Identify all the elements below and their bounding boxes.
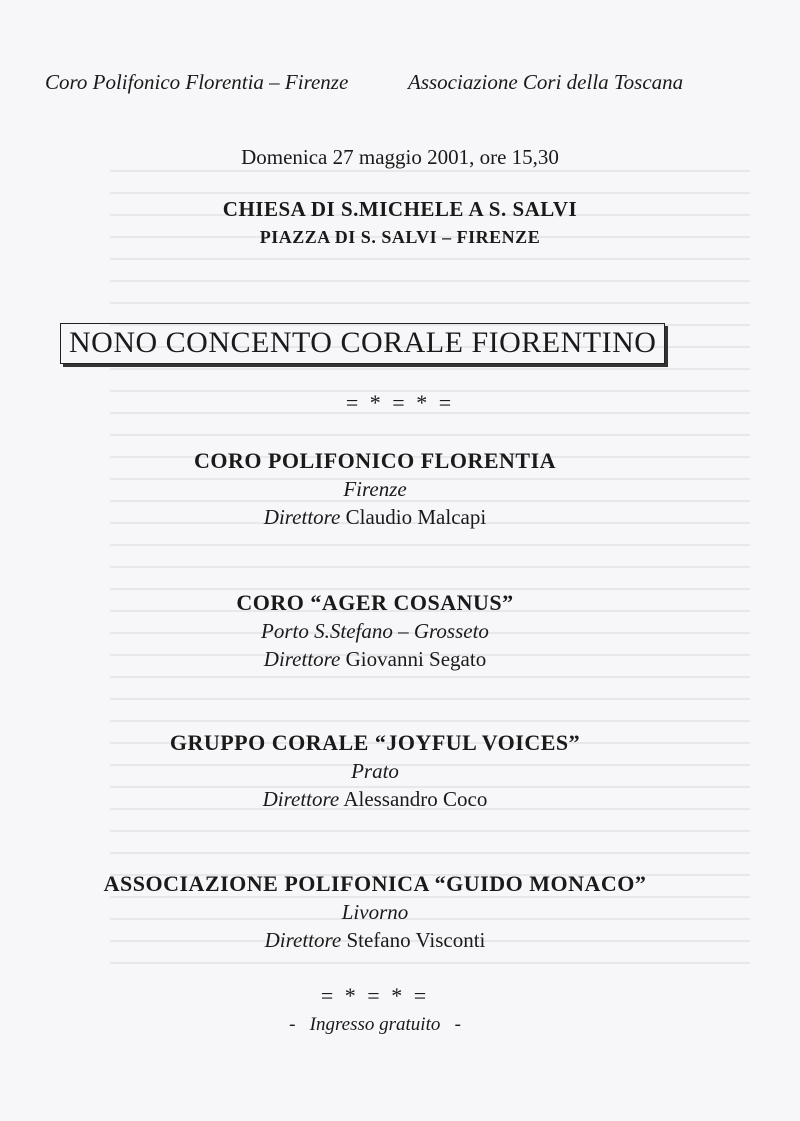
choir-city: Livorno: [341, 900, 409, 924]
director-name: Stefano Visconti: [346, 928, 486, 952]
event-place: PIAZZA DI S. SALVI – FIRENZE: [259, 227, 541, 247]
director-label: Direttore: [263, 505, 341, 529]
event-title: NONO CONCENTO CORALE FIORENTINO: [60, 323, 665, 364]
title-box: [60, 323, 665, 364]
choir-city: Firenze: [343, 477, 407, 501]
director-label: Direttore: [262, 787, 340, 811]
header-organizer-left: Coro Polifonico Florentia – Firenze: [45, 70, 349, 94]
choir-city: Porto S.Stefano – Grosseto: [261, 619, 489, 643]
bleed-through-texture: [110, 170, 750, 970]
event-church: CHIESA DI S.MICHELE A S. SALVI: [222, 197, 578, 221]
event-date: Domenica 27 maggio 2001, ore 15,30: [241, 145, 559, 169]
choir-name: ASSOCIAZIONE POLIFONICA “GUIDO MONACO”: [103, 871, 647, 896]
choir-city: Prato: [351, 759, 399, 783]
entry-note: [0, 1014, 775, 1036]
director-name: Claudio Malcapi: [345, 505, 487, 529]
director-name: Giovanni Segato: [345, 647, 487, 671]
choir-name: CORO “AGER COSANUS”: [236, 590, 514, 615]
director-label: Direttore: [264, 928, 342, 952]
entry-text: Ingresso gratuito: [309, 1014, 441, 1035]
dash-right: -: [454, 1014, 461, 1035]
director-label: Direttore: [263, 647, 341, 671]
choir-director: [0, 647, 775, 672]
choir-name: GRUPPO CORALE “JOYFUL VOICES”: [169, 730, 581, 755]
separator: = * = * =: [320, 983, 430, 1008]
choir-name: CORO POLIFONICO FLORENTIA: [193, 448, 557, 473]
dash-left: -: [289, 1014, 296, 1035]
separator: = * = * =: [345, 390, 455, 415]
choir-director: [0, 928, 775, 953]
header-organizer-right: Associazione Cori della Toscana: [408, 70, 684, 94]
choir-director: [0, 787, 775, 812]
director-name: Alessandro Coco: [343, 787, 488, 811]
choir-director: [0, 505, 775, 530]
